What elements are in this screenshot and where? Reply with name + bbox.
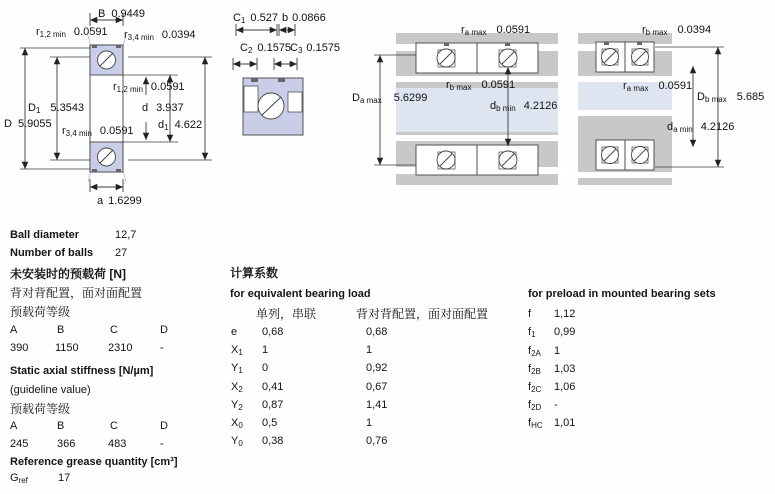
dim-r34-min-top: $r_{3,4 min}$ 0.0394 bbox=[124, 29, 196, 42]
bearing-set-face-to-face-diagram bbox=[572, 33, 724, 185]
calc-row-value1: 0,68 bbox=[262, 326, 284, 338]
calc-title: 计算系数 bbox=[230, 266, 279, 280]
preload-header-c: C bbox=[110, 324, 118, 336]
calc-row-value1: 1 bbox=[262, 344, 269, 356]
calc-row-label: e bbox=[231, 326, 238, 338]
factor-row-label: $f_{2D}$ bbox=[528, 399, 542, 412]
calc-row-value2: 1,41 bbox=[366, 399, 388, 411]
dim-db-min: $d_{b min}$ 4.2126 bbox=[490, 100, 558, 113]
factor-row-value: 1,03 bbox=[554, 363, 576, 375]
dim-b: b 0.0866 bbox=[282, 12, 326, 24]
factor-row-label: $f_{2B}$ bbox=[528, 363, 541, 376]
stiffness-value-d: - bbox=[160, 438, 164, 450]
preload-header-a: A bbox=[10, 324, 18, 336]
stiffness-class-label: 预载荷等级 bbox=[10, 402, 71, 416]
preload-subtitle: 背对背配置，面对面配置 bbox=[10, 286, 143, 300]
stiffness-value-c: 483 bbox=[108, 438, 127, 450]
dim-rb-max-set2: $r_{b max}$ 0.0394 bbox=[642, 24, 712, 37]
dim-C3: $C_3$ 0.1575 bbox=[290, 42, 341, 55]
ball-diameter-value: 12,7 bbox=[115, 229, 137, 241]
calc-row-label: $Y_1$ bbox=[231, 362, 243, 375]
calc-row-value1: 0,41 bbox=[262, 381, 284, 393]
factor-row-value: - bbox=[554, 399, 558, 411]
calc-row-label: $Y_0$ bbox=[231, 435, 243, 448]
calc-col2-header: 背对背配置，面对面配置 bbox=[356, 307, 489, 321]
calc-row-value2: 0,68 bbox=[366, 326, 388, 338]
preload-header-d: D bbox=[160, 324, 168, 336]
calc-row-label: $Y_2$ bbox=[231, 399, 243, 412]
grease-label: $G_{ref}$ bbox=[10, 472, 28, 485]
preload-header-b: B bbox=[57, 324, 65, 336]
preload-class-label: 预载荷等级 bbox=[10, 305, 71, 319]
calc-row-value2: 0,92 bbox=[366, 362, 388, 374]
dim-D1: $D_1$ 5.3543 bbox=[28, 102, 85, 115]
stiffness-header-a: A bbox=[10, 420, 18, 432]
grease-title: Reference grease quantity [cm³] bbox=[10, 456, 178, 468]
dim-C1: $C_1$ 0.527 bbox=[233, 12, 278, 25]
preload-value-a: 390 bbox=[10, 342, 29, 354]
calc-row-value2: 1 bbox=[366, 417, 373, 429]
preload-title: 未安装时的预载荷 [N] bbox=[10, 267, 126, 281]
calc-col1-header: 单列，串联 bbox=[256, 307, 317, 321]
factor-row-label: $f_1$ bbox=[528, 326, 536, 339]
calc-row-value2: 1 bbox=[366, 344, 373, 356]
dim-Db-max: $D_{b max}$ 5.685 bbox=[697, 91, 765, 104]
dim-a: a 1.6299 bbox=[97, 195, 142, 207]
calc-row-value1: 0 bbox=[262, 362, 269, 374]
factor-row-value: 1 bbox=[554, 345, 561, 357]
stiffness-value-a: 245 bbox=[10, 438, 29, 450]
preload-value-c: 2310 bbox=[108, 342, 133, 354]
dim-C2: $C_2$ 0.1575 bbox=[240, 42, 292, 55]
calc-row-value1: 0,5 bbox=[262, 417, 278, 429]
factor-row-value: 1,01 bbox=[554, 417, 576, 429]
dim-rb-max-set1: $r_{b max}$ 0.0591 bbox=[446, 79, 516, 92]
grease-value: 17 bbox=[58, 472, 71, 484]
stiffness-value-b: 366 bbox=[57, 438, 76, 450]
factor-row-value: 1,06 bbox=[554, 381, 576, 393]
factor-row-label: $f_{HC}$ bbox=[528, 417, 543, 430]
stiffness-header-d: D bbox=[160, 420, 168, 432]
number-of-balls-label: Number of balls bbox=[10, 247, 94, 259]
calc-row-label: $X_0$ bbox=[231, 417, 243, 430]
dim-d: d 3.937 bbox=[142, 102, 184, 114]
calc-row-label: $X_1$ bbox=[231, 344, 243, 357]
factor-row-value: 1,12 bbox=[554, 308, 576, 320]
factor-row-label: $f_{2A}$ bbox=[528, 345, 541, 358]
factor-row-label: $f_{2C}$ bbox=[528, 381, 542, 394]
stiffness-subtitle: (guideline value) bbox=[10, 384, 91, 396]
dim-r12-min-mid: $r_{1,2 min}$ 0.0591 bbox=[113, 81, 185, 94]
preload-value-d: - bbox=[160, 342, 164, 354]
dim-r12-min-top: $r_{1,2 min}$ 0.0591 bbox=[36, 26, 108, 39]
stiffness-header-b: B bbox=[57, 420, 65, 432]
bearing-section-c-dims-diagram bbox=[233, 24, 303, 135]
dim-B: B 0.9449 bbox=[98, 8, 145, 20]
dim-r34-min-mid: $r_{3,4 min}$ 0.0591 bbox=[62, 125, 134, 138]
preload-value-b: 1150 bbox=[55, 342, 79, 354]
calc-row-value1: 0,38 bbox=[262, 435, 284, 447]
dim-ra-max-set2: $r_{a max}$ 0.0591 bbox=[623, 80, 693, 93]
dim-d1: $d_1$ 4.622 bbox=[158, 119, 203, 132]
calc-row-label: $X_2$ bbox=[231, 381, 243, 394]
dim-D: D 5.9055 bbox=[4, 118, 52, 130]
ball-diameter-label: Ball diameter bbox=[10, 229, 80, 241]
equiv-load-title: for equivalent bearing load bbox=[230, 288, 371, 300]
stiffness-title: Static axial stiffness [N/µm] bbox=[10, 365, 154, 377]
factor-row-value: 0,99 bbox=[554, 326, 576, 338]
stiffness-header-c: C bbox=[110, 420, 118, 432]
dim-Da-max: $D_{a max}$ 5.6299 bbox=[352, 92, 428, 105]
dim-da-min: $d_{a min}$ 4.2126 bbox=[667, 121, 735, 134]
preload-factors-title: for preload in mounted bearing sets bbox=[528, 288, 716, 300]
dim-ra-max-set1: $r_{a max}$ 0.0591 bbox=[461, 24, 531, 37]
calc-row-value2: 0,67 bbox=[366, 381, 388, 393]
calc-row-value2: 0,76 bbox=[366, 435, 388, 447]
calc-row-value1: 0,87 bbox=[262, 399, 284, 411]
factor-row-label: f bbox=[528, 308, 532, 320]
number-of-balls-value: 27 bbox=[115, 247, 128, 259]
